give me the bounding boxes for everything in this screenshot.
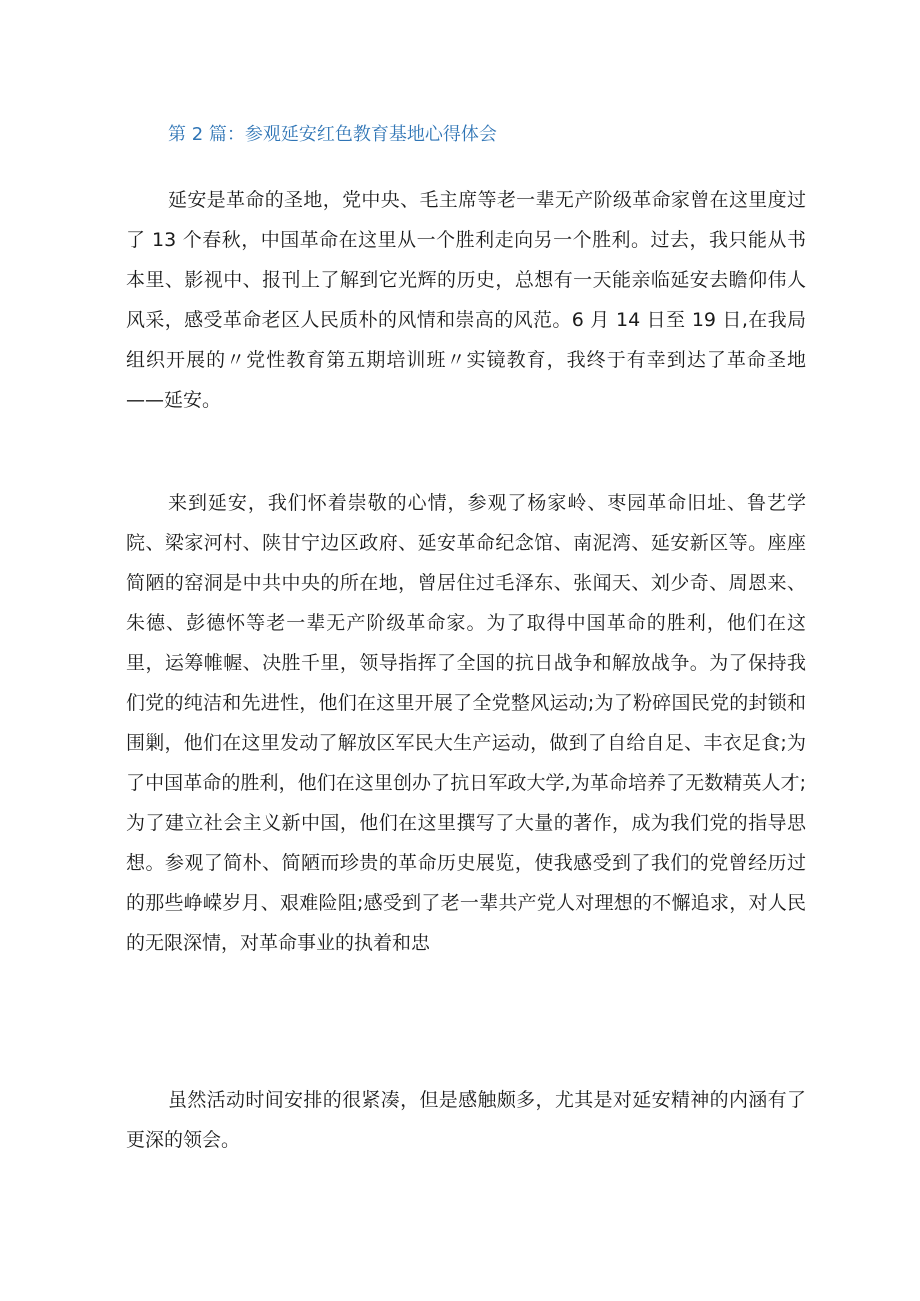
article-heading: 第 2 篇：参观延安红色教育基地心得体会 [168,124,497,145]
paragraph-2: 来到延安，我们怀着崇敬的心情，参观了杨家岭、枣园革命旧址、鲁艺学院、梁家河村、陕甘宁边区政府、延安革命纪念馆、南泥湾、延安新区等。座座简陋的窑洞是中共中央的所在地，曾居住过毛泽东、张闻天、刘少奇、周恩来、朱德、彭德怀等老一辈无产阶级革命家。为了取得中国革命的胜利，他们在这里，运筹帷幄、决胜千里，领导指挥了全国的抗日战争和解放战争。为了保持我们党的纯洁和先进性，他们在这里开展了全党整风运动;为了粉碎国民党的封锁和围剿，他们在这里发动了解放区军民大生产运动，做到了自给自足、丰衣足食;为了中国革命的胜利，他们在这里创办了抗日军政大学,为革命培养了无数精英人才;为了建立社会主义新中国，他们在这里撰写了大量的著作，成为我们党的指导思想。参观了简朴、简陋而珍贵的革命历史展览，使我感受到了我们的党曾经历过的那些峥嵘岁月、艰难险阻;感受到了老一辈共产党人对理想的不懈追求，对人民的无限深情，对革命事业的执着和忠 [126,492,806,954]
paragraph-1: 延安是革命的圣地，党中央、毛主席等老一辈无产阶级革命家曾在这里度过了 13 个春秋，中国革命在这里从一个胜利走向另一个胜利。过去，我只能从书本里、影视中、报刊上了解到它光辉的历史，总想有一天能亲临延安去瞻仰伟人风采，感受革命老区人民质朴的风情和崇高的风范。6 月 14 日至 19 日,在我局组织开展的〃党性教育第五期培训班〃实镜教育，我终于有幸到达了革命圣地——延安。 [126,189,806,411]
paragraph-3: 虽然活动时间安排的很紧凑，但是感触颇多，尤其是对延安精神的内涵有了更深的领会。 [126,1089,806,1151]
